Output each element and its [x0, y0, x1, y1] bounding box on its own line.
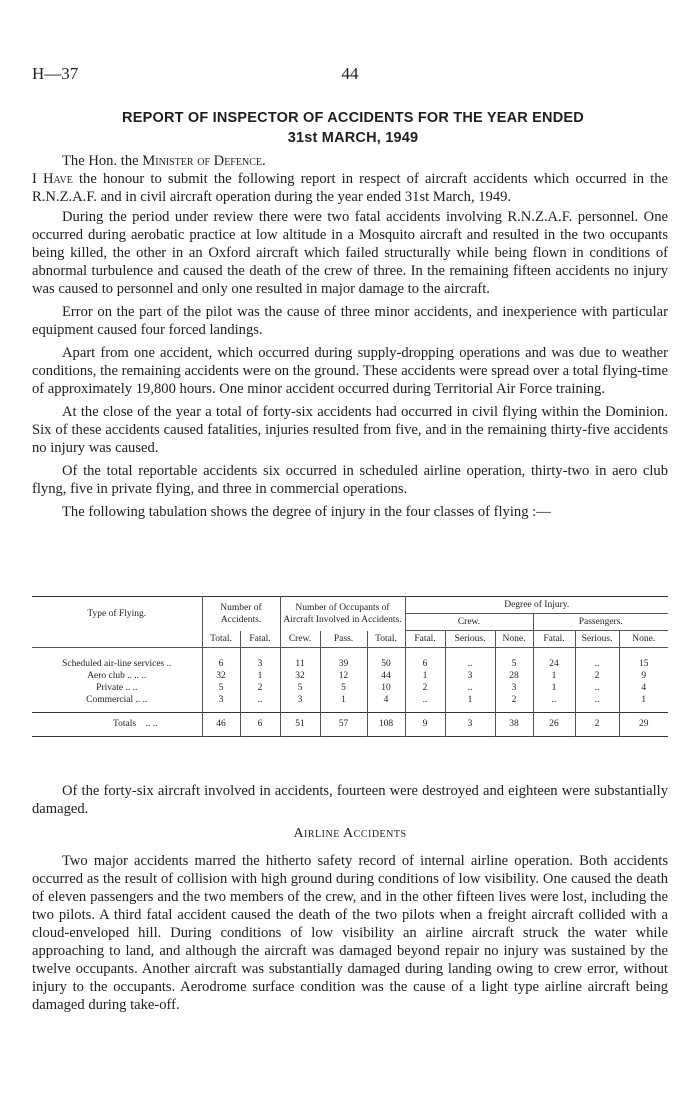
col-crew-serious: Serious.: [445, 631, 495, 648]
crew-header: Crew.: [405, 614, 533, 631]
cell: 11: [280, 658, 320, 670]
occupants-header: Number of Occupants of Aircraft Involved in Accidents.: [280, 597, 405, 631]
total-cell: 6: [240, 713, 280, 737]
cell: 39: [320, 658, 367, 670]
cell: 6: [405, 658, 445, 670]
total-cell: 108: [367, 713, 405, 737]
col-crew-fatal: Fatal.: [405, 631, 445, 648]
row-type: Aero club .. .. ..: [87, 671, 147, 681]
table-row: [32, 694, 668, 713]
salutation-name: Minister of Defence.: [142, 153, 266, 169]
cell: 2: [240, 682, 280, 694]
cell: ..: [533, 694, 575, 713]
cell: ..: [445, 658, 495, 670]
report-title-line-1: REPORT OF INSPECTOR OF ACCIDENTS FOR THE YEAR ENDED: [122, 110, 584, 126]
cell: 9: [619, 670, 668, 682]
col-accidents-total: Total.: [202, 631, 240, 648]
total-cell: 9: [405, 713, 445, 737]
paragraph-1-text: the honour to submit the following report in respect of aircraft accidents which occurred in the R.N.Z.A.F. and in civil aircraft operation during the year ended 31st March, 1949.: [32, 171, 668, 205]
cell: 1: [619, 694, 668, 713]
cell: 12: [320, 670, 367, 682]
paragraph-3: Error on the part of the pilot was the cause of three minor accidents, and inexperience with particular equipment caused four forced landings.: [32, 304, 668, 338]
paragraph-7: The following tabulation shows the degree of injury in the four classes of flying :—: [62, 504, 551, 520]
degree-of-injury-header: Degree of Injury.: [405, 597, 668, 614]
row-type: Commercial .. ..: [86, 695, 148, 705]
cell: 44: [367, 670, 405, 682]
table-row: [32, 658, 668, 670]
cell: 5: [495, 658, 533, 670]
report-body-middle: [32, 782, 668, 818]
cell: ..: [405, 694, 445, 713]
col-occupants-total: Total.: [367, 631, 405, 648]
paragraph-6: Of the total reportable accidents six occurred in scheduled airline operation, thirty-two in aero club flyng, five in private flying, and three in commercial operations.: [32, 463, 668, 497]
paragraph-5: At the close of the year a total of forty-six accidents had occurred in civil flying within the Dominion. Six of these accidents caused fatalities, injuries resulted from five, and in the remaining thirty-five accidents no injury was caused.: [32, 404, 668, 456]
col-pass-fatal: Fatal.: [533, 631, 575, 648]
cell: 50: [367, 658, 405, 670]
cell: 32: [202, 670, 240, 682]
paragraph-9: Two major accidents marred the hitherto safety record of internal airline operation. Both accidents occurred as the result of collision with high ground during conditions of low visibility. One caused the death of eleven passengers and the two members of the crew, and in the other fifteen lives were lost, including the two pilots. A third fatal accident caused the death of the two pilots when a freight aircraft collided with a cloud-enveloped hill. During conditions of low visibility an airline aircraft struck the water while approaching to land, and although the aircraft was damaged beyond repair no injury was sustained by the twelve occupants. Another aircraft was substantially damaged during landing owing to crew error, without injury to the occupants. Aerodrome surface condition was the cause of a light type airline aircraft being damaged during take-off.: [32, 853, 668, 1013]
cell: 3: [445, 670, 495, 682]
total-cell: 2: [575, 713, 619, 737]
cell: 2: [495, 694, 533, 713]
cell: 1: [320, 694, 367, 713]
total-cell: 57: [320, 713, 367, 737]
cell: 1: [405, 670, 445, 682]
totals-label: Totals .. ..: [113, 719, 158, 729]
salutation-prefix: The Hon. the: [62, 153, 139, 169]
total-cell: 26: [533, 713, 575, 737]
cell: 1: [533, 682, 575, 694]
cell: 1: [533, 670, 575, 682]
cell: 3: [240, 658, 280, 670]
row-type: Private .. ..: [96, 683, 138, 693]
paragraph-1-lead: I Have: [32, 171, 73, 187]
cell: 5: [202, 682, 240, 694]
type-of-flying-header: Type of Flying.: [87, 608, 147, 619]
total-cell: 46: [202, 713, 240, 737]
cell: 2: [575, 670, 619, 682]
col-occupants-pass: Pass.: [320, 631, 367, 648]
accidents-header: Number of Accidents.: [202, 597, 280, 631]
paragraph-1: [32, 170, 668, 206]
page-number: 44: [341, 64, 359, 83]
cell: ..: [240, 694, 280, 713]
report-body-lower: [32, 852, 668, 1014]
cell: 6: [202, 658, 240, 670]
col-crew-none: None.: [495, 631, 533, 648]
totals-row: [32, 713, 668, 737]
report-title: [40, 108, 666, 148]
injury-table-wrapper: [32, 596, 668, 737]
injury-table: [32, 596, 668, 737]
cell: 1: [240, 670, 280, 682]
total-cell: 3: [445, 713, 495, 737]
total-cell: 51: [280, 713, 320, 737]
col-pass-serious: Serious.: [575, 631, 619, 648]
table-row: [32, 682, 668, 694]
cell: 3: [495, 682, 533, 694]
cell: 15: [619, 658, 668, 670]
paragraph-8: Of the forty-six aircraft involved in accidents, fourteen were destroyed and eighteen were substantially damaged.: [32, 783, 668, 817]
cell: 2: [405, 682, 445, 694]
passengers-header: Passengers.: [533, 614, 668, 631]
paragraph-2: During the period under review there were two fatal accidents involving R.N.Z.A.F. personnel. One occurred during aerobatic practice at low altitude in a Mosquito aircraft and resulted in the two occupants being killed, the other in an Oxford aircraft which failed structurally while being flown in conditions of abnormal turbulence and caused the death of the crew of three. In the remaining fifteen accidents no injury was caused to personnel and only one resulted in major damage to the aircraft.: [32, 209, 668, 297]
col-pass-none: None.: [619, 631, 668, 648]
cell: 3: [280, 694, 320, 713]
cell: 3: [202, 694, 240, 713]
total-cell: 29: [619, 713, 668, 737]
cell: 5: [280, 682, 320, 694]
section-heading-airline-accidents: Airline Accidents: [293, 826, 407, 841]
report-title-line-2: 31st MARCH, 1949: [287, 130, 419, 146]
paragraph-4: Apart from one accident, which occurred during supply-dropping operations and was due to weather conditions, the remaining accidents were on the ground. These accidents were spread over a total flying-time of approximately 19,800 hours. One minor accident occurred during Territorial Air Force training.: [32, 345, 668, 397]
cell: ..: [575, 694, 619, 713]
cell: 5: [320, 682, 367, 694]
document-reference: H—37: [32, 64, 79, 83]
cell: ..: [575, 682, 619, 694]
salutation: [32, 152, 668, 170]
report-body-upper: [32, 152, 668, 521]
total-cell: 38: [495, 713, 533, 737]
cell: 4: [367, 694, 405, 713]
cell: 28: [495, 670, 533, 682]
col-accidents-fatal: Fatal.: [240, 631, 280, 648]
cell: ..: [445, 682, 495, 694]
col-occupants-crew: Crew.: [280, 631, 320, 648]
row-type: Scheduled air-line services ..: [62, 659, 172, 669]
cell: 10: [367, 682, 405, 694]
cell: ..: [575, 658, 619, 670]
cell: 4: [619, 682, 668, 694]
cell: 24: [533, 658, 575, 670]
cell: 32: [280, 670, 320, 682]
table-row: [32, 670, 668, 682]
cell: 1: [445, 694, 495, 713]
